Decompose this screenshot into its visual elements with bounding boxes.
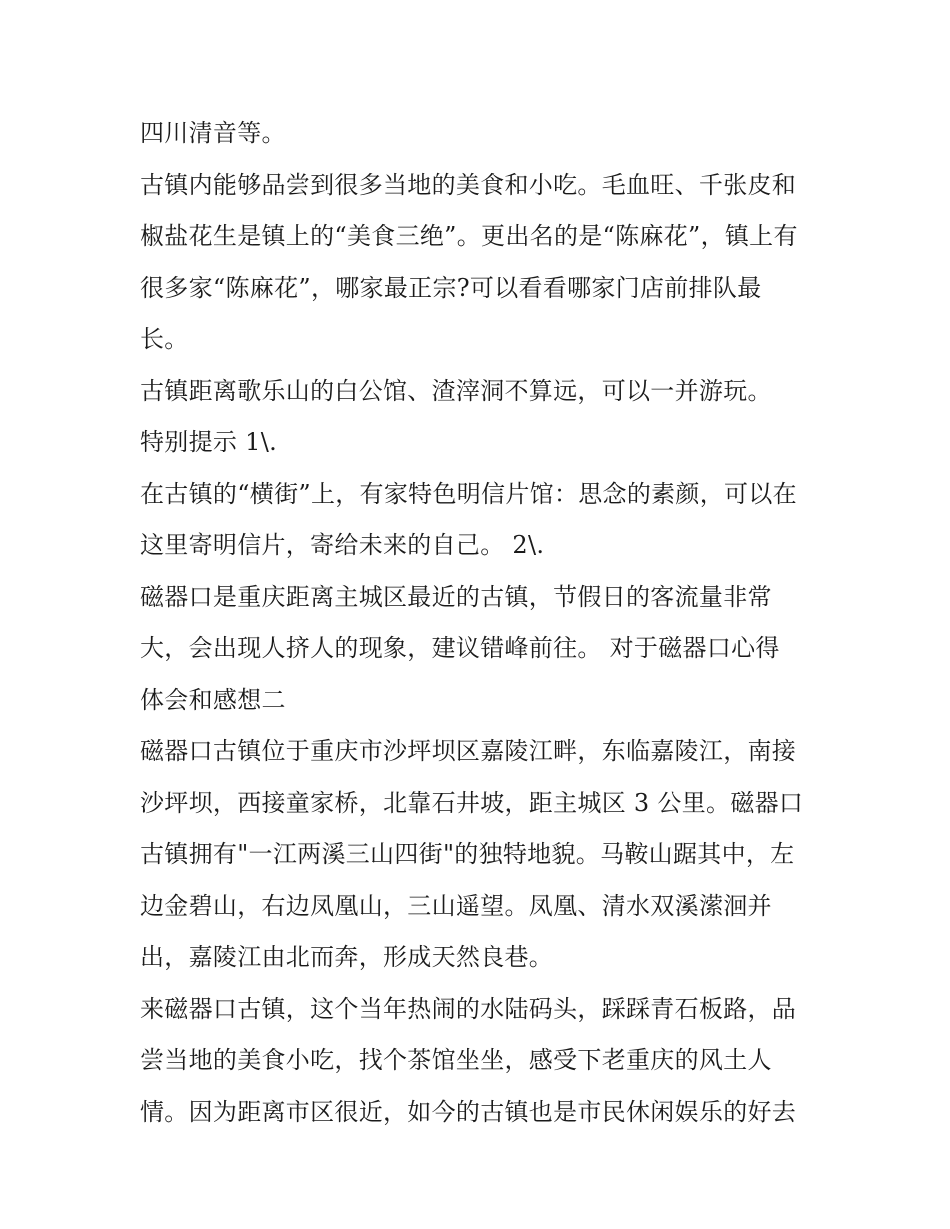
paragraph-3: 古镇距离歌乐山的白公馆、渣滓洞不算远，可以一并游玩。 [140,376,772,405]
paragraph-5: 在古镇的“横街”上，有家特色明信片馆：思念的素颜，可以在 这里寄明信片，寄给未来的自己。 2\. [140,479,797,559]
paragraph-4: 特别提示 1\. [140,428,278,456]
document-body [140,108,820,1138]
paragraph-8: 来磁器口古镇，这个当年热闹的水陆码头，踩踩青石板路，品 尝当地的美食小吃，找个茶馆坐坐，感受下老重庆的风土人 情。因为距离市区很近，如今的古镇也是市民休闲娱乐的好去 [140,994,797,1126]
paragraph-6: 磁器口是重庆距离主城区最近的古镇，节假日的客流量非常 大，会出现人挤人的现象，建议错峰前往。 对于磁器口心得 体会和感想二 [140,582,780,714]
paragraph-1: 四川清音等。 [140,119,286,147]
paragraph-2: 古镇内能够品尝到很多当地的美食和小吃。毛血旺、千张皮和 椒盐花生是镇上的“美食三绝”。更出名的是“陈麻花”，镇上有 很多家“陈麻花”，哪家最正宗?可以看看哪家门店前排队最 长。 [140,170,798,353]
paragraph-7: 磁器口古镇位于重庆市沙坪坝区嘉陵江畔，东临嘉陵江，南接 沙坪坝，西接童家桥，北靠石井坡，距主城区 3 公里。磁器口 古镇拥有"一江两溪三山四街"的独特地貌。马鞍山踞其中，左 边金碧山，右边凤凰山，三山遥望。凤凰、清水双溪潆洄并 出，嘉陵江由北而奔，形成天然良巷。 [140,737,804,971]
